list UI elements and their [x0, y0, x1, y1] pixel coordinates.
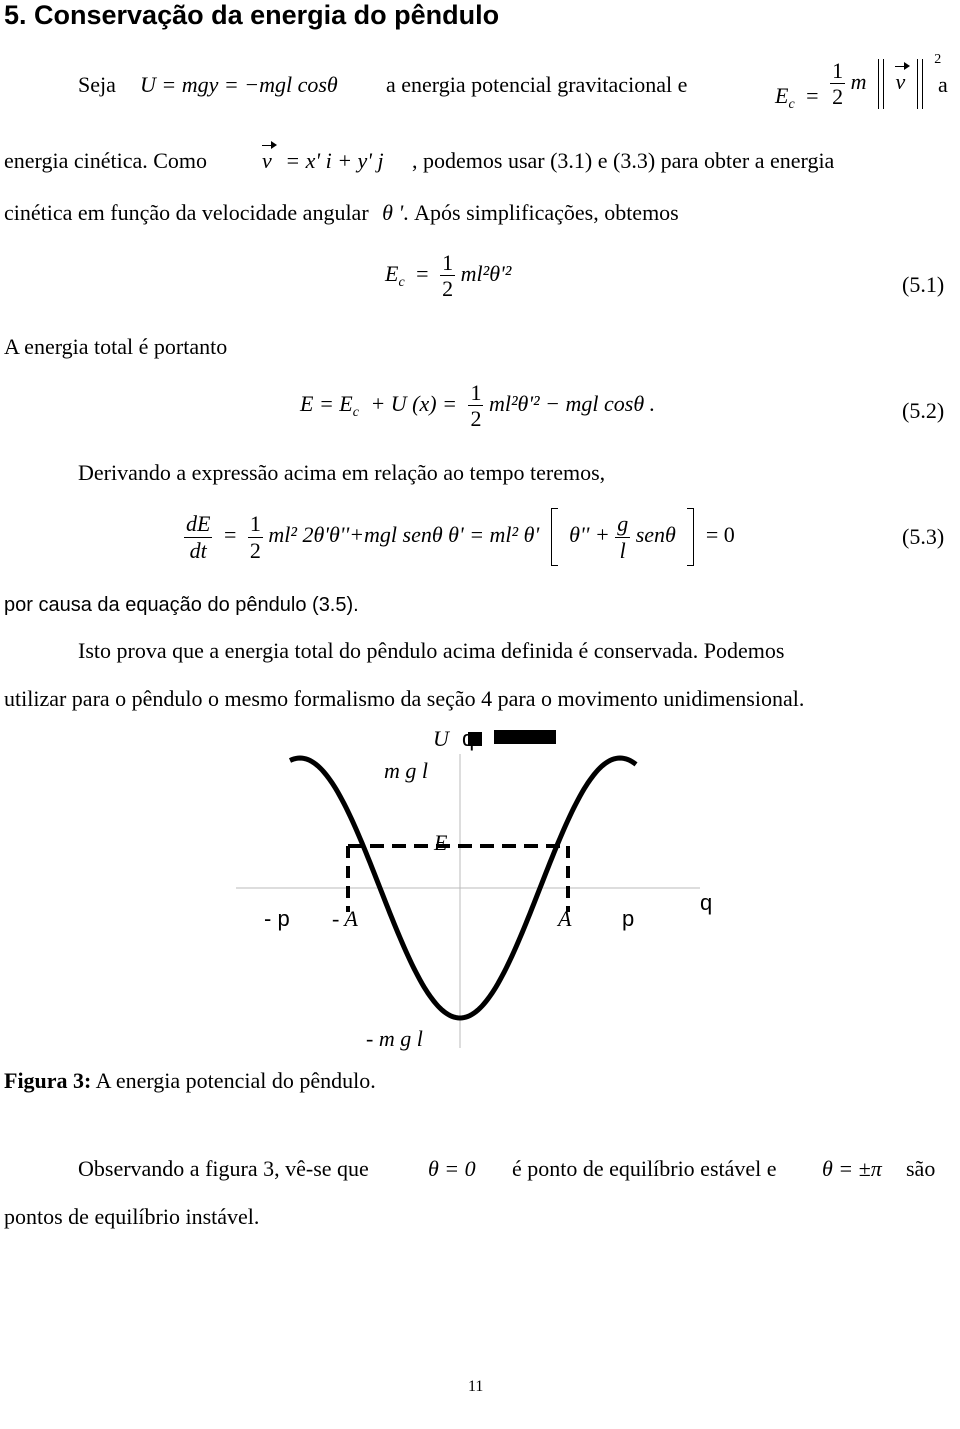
para3-line2: pontos de equilíbrio instável. — [4, 1204, 260, 1229]
para2-line2: utilizar para o pêndulo o mesmo formalismo da seção 4 para o movimento unidimensional. — [4, 686, 805, 711]
redaction-block — [494, 730, 556, 744]
caption-label: Figura 3: — [4, 1068, 92, 1093]
text-total-energy: A energia total é portanto — [4, 334, 228, 359]
numerator: 1 — [442, 250, 454, 275]
numerator: 1 — [470, 380, 482, 405]
para3-pre: Observando a figura 3, vê-se que — [78, 1156, 369, 1181]
eq53-tail: = 0 — [705, 522, 735, 548]
denominator: 2 — [442, 276, 454, 302]
denominator: 2 — [249, 537, 261, 563]
fraction-half — [248, 511, 263, 563]
ec-subscript: c — [788, 97, 795, 113]
fraction-g-l — [615, 511, 630, 563]
text: . Após simplificações, obtemos — [403, 200, 679, 225]
formula-potential: U = mgy = −mgl cosθ — [140, 72, 338, 97]
para1-line3 — [4, 200, 679, 226]
text: Seja — [78, 72, 116, 97]
numerator: dE — [186, 511, 211, 537]
theta-prime: θ ' — [382, 200, 404, 225]
text: cinética em função da velocidade angular — [4, 200, 369, 225]
page-number: 11 — [468, 1378, 484, 1395]
formula-kinetic — [775, 51, 942, 113]
equation-label-5-2: (5.2) — [902, 398, 945, 423]
para3-eq1: θ = 0 — [428, 1156, 476, 1181]
denominator: dt — [189, 537, 207, 563]
denominator: l — [619, 537, 626, 563]
bracket-right — [687, 508, 694, 566]
norm-left — [878, 59, 884, 109]
para1-line2-post: , podemos usar (3.1) e (3.3) para obter a energia — [412, 148, 835, 173]
velocity-decomposition — [262, 148, 384, 174]
label-u: U — [433, 726, 449, 751]
label-mgl: m g l — [384, 758, 428, 783]
v-vector: v — [262, 148, 272, 173]
eq52-mid: + U (x) = — [370, 390, 457, 416]
fraction-de-dt — [184, 511, 212, 563]
numerator: 1 — [832, 58, 844, 83]
equals: = — [806, 82, 819, 108]
ec-symbol: E — [775, 82, 789, 108]
section-title: 5. Conservação da energia do pêndulo — [4, 0, 500, 30]
velocity-vector: v — [895, 68, 906, 94]
bracket-pre: θ'' + — [569, 522, 610, 548]
text-por-causa: por causa da equação do pêndulo (3.5). — [4, 594, 359, 616]
eq53-body: ml² 2θ'θ''+mgl senθ θ' = ml² θ' — [268, 522, 540, 548]
para1-text2: a energia potencial gravitacional e — [386, 72, 688, 97]
para1-text3: a — [938, 72, 948, 97]
fraction-half — [440, 250, 455, 302]
equation-label-5-1: (5.1) — [902, 272, 945, 297]
para1-line1 — [78, 72, 116, 98]
ec-symbol: E — [385, 260, 399, 286]
v-components: = x' i + y' j — [285, 148, 384, 173]
mass-symbol: m — [850, 68, 867, 94]
para3-eq2: θ = ±π — [822, 1156, 882, 1181]
figure-caption — [4, 1068, 376, 1094]
label-e: E — [434, 830, 448, 855]
equation-label-5-3: (5.3) — [902, 524, 945, 549]
numerator: 1 — [249, 511, 261, 537]
equation-5-3 — [184, 508, 735, 566]
equation-5-1 — [385, 250, 511, 302]
label-pi: p — [622, 906, 635, 931]
potential-energy-figure — [0, 710, 960, 1070]
eq52-rhs: ml²θ'² − mgl cosθ . — [488, 390, 656, 416]
fraction-half — [468, 380, 483, 432]
label-minus-pi: - p — [264, 906, 290, 931]
bracket-post: senθ — [635, 522, 676, 548]
label-q-top: q — [462, 726, 475, 751]
label-a: A — [558, 906, 572, 931]
para2-line1: Isto prova que a energia total do pêndulo acima definida é conservada. Podemos — [78, 638, 785, 663]
ec-subscript: c — [352, 405, 359, 421]
fraction-half — [830, 58, 845, 110]
para3-mid: é ponto de equilíbrio estável e — [512, 1156, 777, 1181]
denominator: 2 — [470, 406, 482, 432]
numerator: g — [617, 511, 629, 537]
equals: = — [416, 260, 429, 286]
eq52-lhs: E = E — [300, 390, 353, 416]
para1-line2-pre: energia cinética. Como — [4, 148, 208, 173]
equals: = — [223, 522, 237, 548]
label-minus-a: - A — [332, 906, 358, 931]
ec-subscript: c — [398, 275, 405, 291]
denominator: 2 — [832, 84, 844, 110]
caption-text: A energia potencial do pêndulo. — [91, 1068, 376, 1093]
label-theta-axis: q — [700, 890, 713, 915]
text-derivative: Derivando a expressão acima em relação ao tempo teremos, — [78, 460, 606, 485]
para3-post: são — [906, 1156, 936, 1181]
norm-right — [917, 59, 923, 109]
equation-5-2 — [300, 380, 655, 432]
eq51-rhs: ml²θ'² — [460, 260, 512, 286]
label-minus-mgl: - m g l — [366, 1026, 423, 1051]
exponent: 2 — [934, 51, 942, 67]
bracket-left — [551, 508, 558, 566]
